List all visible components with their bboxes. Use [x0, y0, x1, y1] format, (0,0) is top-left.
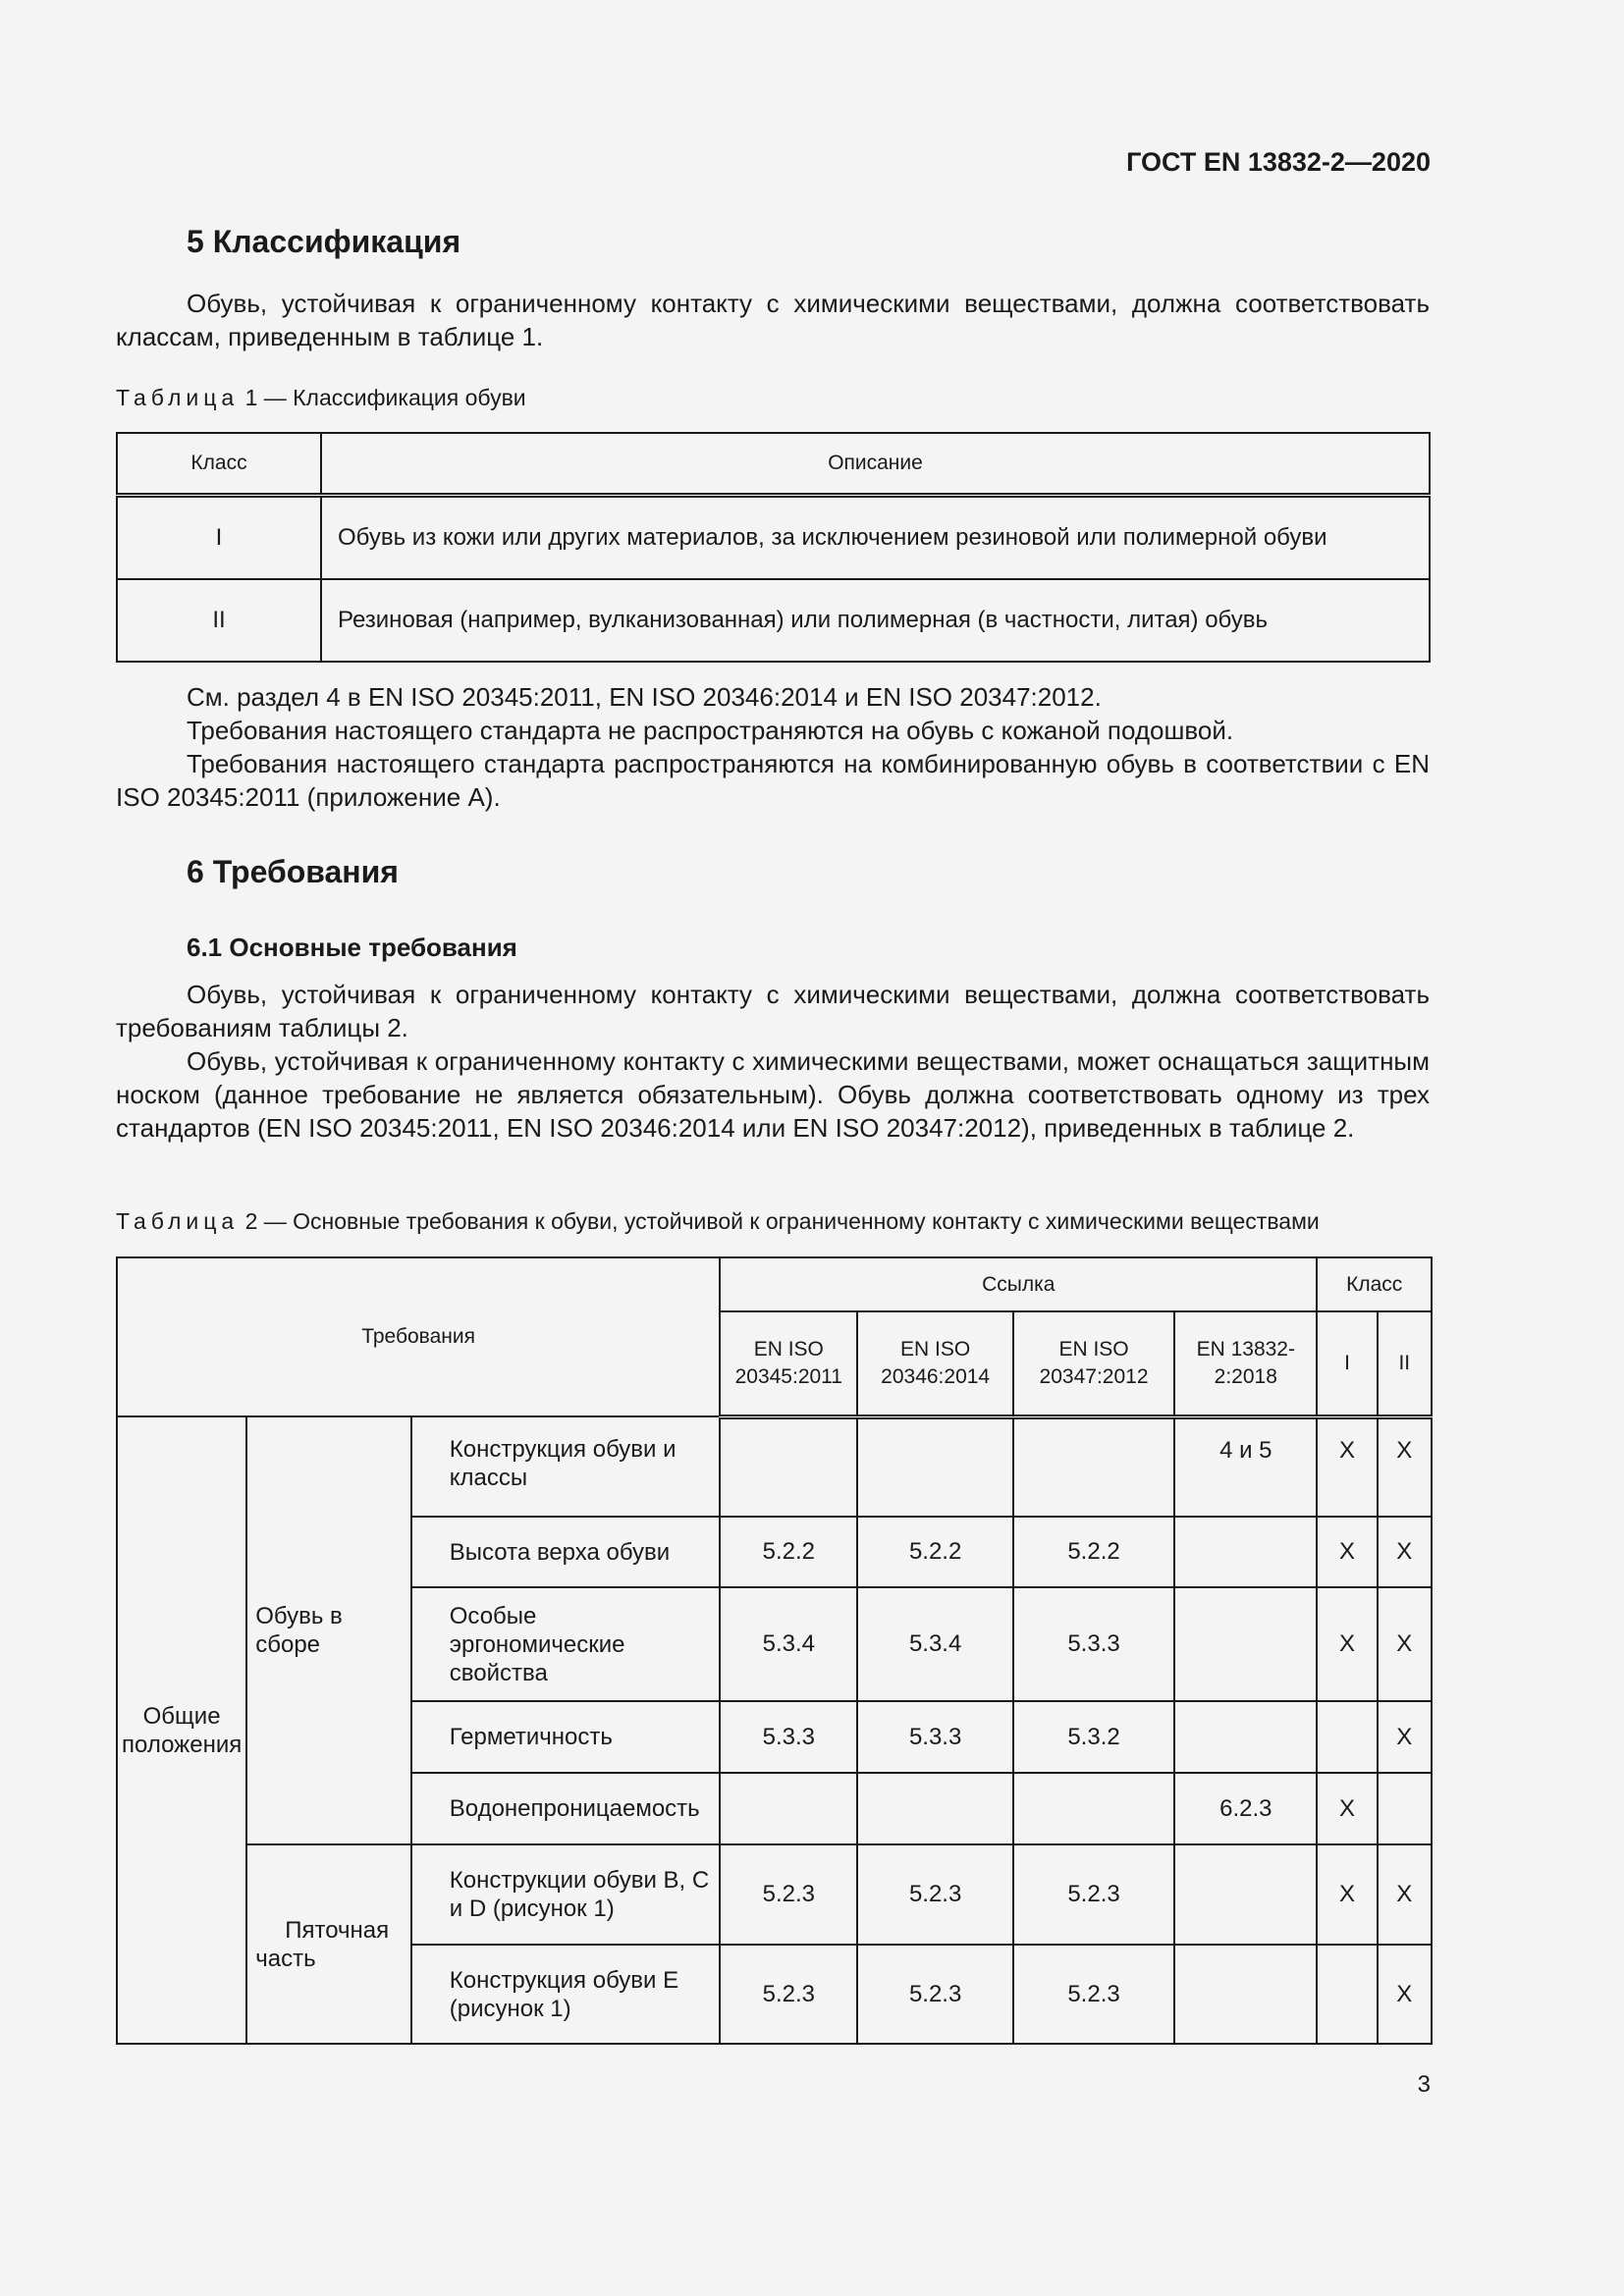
t2-class-cell	[1317, 1945, 1377, 2044]
t2-class-cell: X	[1378, 1701, 1432, 1773]
t2-ref-cell	[857, 1773, 1013, 1844]
t2-ref-cell	[1174, 1844, 1317, 1945]
t2-ref-col: EN ISO 20345:2011	[720, 1311, 857, 1416]
t2-ref-cell: 5.2.2	[1013, 1517, 1174, 1587]
section-5-paragraph: Обувь, устойчивая к ограниченному контакту с химическими веществами, должна соответствовать классам, приведенным в таблице 1.	[116, 289, 1430, 351]
t2-requirement-cell: Конструкция обуви E (рисунок 1)	[411, 1945, 720, 2044]
t2-requirement-cell: Высота верха обуви	[411, 1517, 720, 1587]
t2-class-cell	[1378, 1773, 1432, 1844]
t2-ref-cell	[857, 1416, 1013, 1517]
page-number: 3	[1417, 2071, 1431, 2098]
t2-ref-cell: 5.2.3	[1013, 1945, 1174, 2044]
t2-header-requirements: Требования	[117, 1257, 720, 1416]
t2-group-general: Общие положения	[117, 1416, 246, 2044]
t2-ref-cell: 5.3.2	[1013, 1701, 1174, 1773]
t2-ref-cell: 5.2.2	[857, 1517, 1013, 1587]
t2-header-reference: Ссылка	[720, 1257, 1317, 1311]
t1-description-cell: Резиновая (например, вулканизованная) или полимерная (в частности, литая) обувь	[321, 579, 1430, 662]
t2-ref-cell: 5.2.3	[720, 1945, 857, 2044]
table-row	[117, 1844, 1432, 1945]
t2-ref-cell: 5.3.3	[1013, 1587, 1174, 1701]
t2-class-cell: X	[1317, 1416, 1377, 1517]
t2-ref-cell	[720, 1773, 857, 1844]
table-row	[117, 496, 1430, 580]
t2-class-cell: X	[1378, 1844, 1432, 1945]
t2-ref-cell	[1174, 1945, 1317, 2044]
table-2-header-row	[117, 1257, 1432, 1311]
t2-ref-cell	[1174, 1701, 1317, 1773]
t2-header-class: Класс	[1317, 1257, 1432, 1311]
t2-class-cell: X	[1378, 1945, 1432, 2044]
table-2-caption: Таблица 2 — Основные требования к обуви, устойчивой к ограниченному контакту с химическими веществами	[116, 1208, 1320, 1234]
table-row	[117, 1416, 1432, 1517]
t2-subgroup-assembled: Обувь в сборе	[246, 1416, 411, 1844]
table-2-requirements	[116, 1256, 1433, 2045]
table-1-caption: Таблица 1 — Классификация обуви	[116, 385, 526, 410]
t2-ref-col: EN ISO 20346:2014	[857, 1311, 1013, 1416]
t1-description-cell: Обувь из кожи или других материалов, за исключением резиновой или полимерной обуви	[321, 496, 1430, 580]
t2-requirement-cell: Герметичность	[411, 1701, 720, 1773]
t1-header-class: Класс	[117, 433, 321, 496]
t2-class-cell	[1317, 1701, 1377, 1773]
table-row	[117, 579, 1430, 662]
table-1-header-row	[117, 433, 1430, 496]
t2-class-cell: X	[1317, 1773, 1377, 1844]
document-code: ГОСТ EN 13832-2—2020	[1126, 147, 1431, 177]
t2-ref-cell	[1174, 1517, 1317, 1587]
t2-ref-col: EN ISO 20347:2012	[1013, 1311, 1174, 1416]
t2-ref-cell: 6.2.3	[1174, 1773, 1317, 1844]
t2-ref-cell: 4 и 5	[1174, 1416, 1317, 1517]
t2-ref-cell: 5.2.3	[720, 1844, 857, 1945]
paragraph: Обувь, устойчивая к ограниченному контакту с химическими веществами, должна соответствовать требованиям таблицы 2.	[116, 980, 1430, 1042]
paragraph: Обувь, устойчивая к ограниченному контакту с химическими веществами, может оснащаться защитным носком (данное требование не является обязательным). Обувь должна соответствовать одному из трех стандартов (EN ISO 20345:2011, EN ISO 20346:2014 или EN ISO 20347:2012), приведенных в таблице 2.	[116, 1046, 1430, 1143]
t2-subgroup-heel: Пяточная часть	[246, 1844, 411, 2044]
t2-requirement-cell: Водонепроницаемость	[411, 1773, 720, 1844]
paragraph: Требования настоящего стандарта распространяются на комбинированную обувь в соответствии с EN ISO 20345:2011 (приложение А).	[116, 749, 1430, 812]
section-6-paragraphs	[116, 978, 1430, 1145]
t2-class-col: II	[1378, 1311, 1432, 1416]
t2-ref-cell: 5.3.3	[857, 1701, 1013, 1773]
t2-class-cell: X	[1317, 1844, 1377, 1945]
t2-ref-cell	[720, 1416, 857, 1517]
t2-requirement-cell: Конструкции обуви B, C и D (рисунок 1)	[411, 1844, 720, 1945]
t2-class-cell: X	[1317, 1587, 1377, 1701]
after-table-1-paragraphs	[116, 680, 1430, 814]
section-6-title: 6 Требования	[187, 854, 399, 889]
t2-ref-cell	[1174, 1587, 1317, 1701]
t2-requirement-cell: Конструкция обуви и классы	[411, 1416, 720, 1517]
t2-ref-cell: 5.2.3	[857, 1945, 1013, 2044]
t2-requirement-cell: Особые эргономические свойства	[411, 1587, 720, 1701]
t2-class-cell: X	[1378, 1416, 1432, 1517]
t1-class-cell: II	[117, 579, 321, 662]
table-1-classification	[116, 432, 1431, 663]
t2-ref-cell: 5.3.4	[720, 1587, 857, 1701]
paragraph: Требования настоящего стандарта не распространяются на обувь с кожаной подошвой.	[187, 716, 1234, 745]
section-5-title: 5 Классификация	[187, 224, 461, 259]
t2-class-col: I	[1317, 1311, 1377, 1416]
paragraph: См. раздел 4 в EN ISO 20345:2011, EN ISO 20346:2014 и EN ISO 20347:2012.	[187, 682, 1102, 712]
t2-ref-cell: 5.2.2	[720, 1517, 857, 1587]
t1-header-description: Описание	[321, 433, 1430, 496]
t2-ref-cell: 5.3.4	[857, 1587, 1013, 1701]
subsection-6-1-title: 6.1 Основные требования	[187, 933, 517, 962]
t2-ref-cell	[1013, 1773, 1174, 1844]
t2-ref-cell: 5.2.3	[857, 1844, 1013, 1945]
t2-class-cell: X	[1378, 1517, 1432, 1587]
t2-class-cell: X	[1317, 1517, 1377, 1587]
t2-ref-cell: 5.3.3	[720, 1701, 857, 1773]
t2-class-cell: X	[1378, 1587, 1432, 1701]
t2-ref-cell: 5.2.3	[1013, 1844, 1174, 1945]
t2-ref-col: EN 13832-2:2018	[1174, 1311, 1317, 1416]
t2-ref-cell	[1013, 1416, 1174, 1517]
t1-class-cell: I	[117, 496, 321, 580]
